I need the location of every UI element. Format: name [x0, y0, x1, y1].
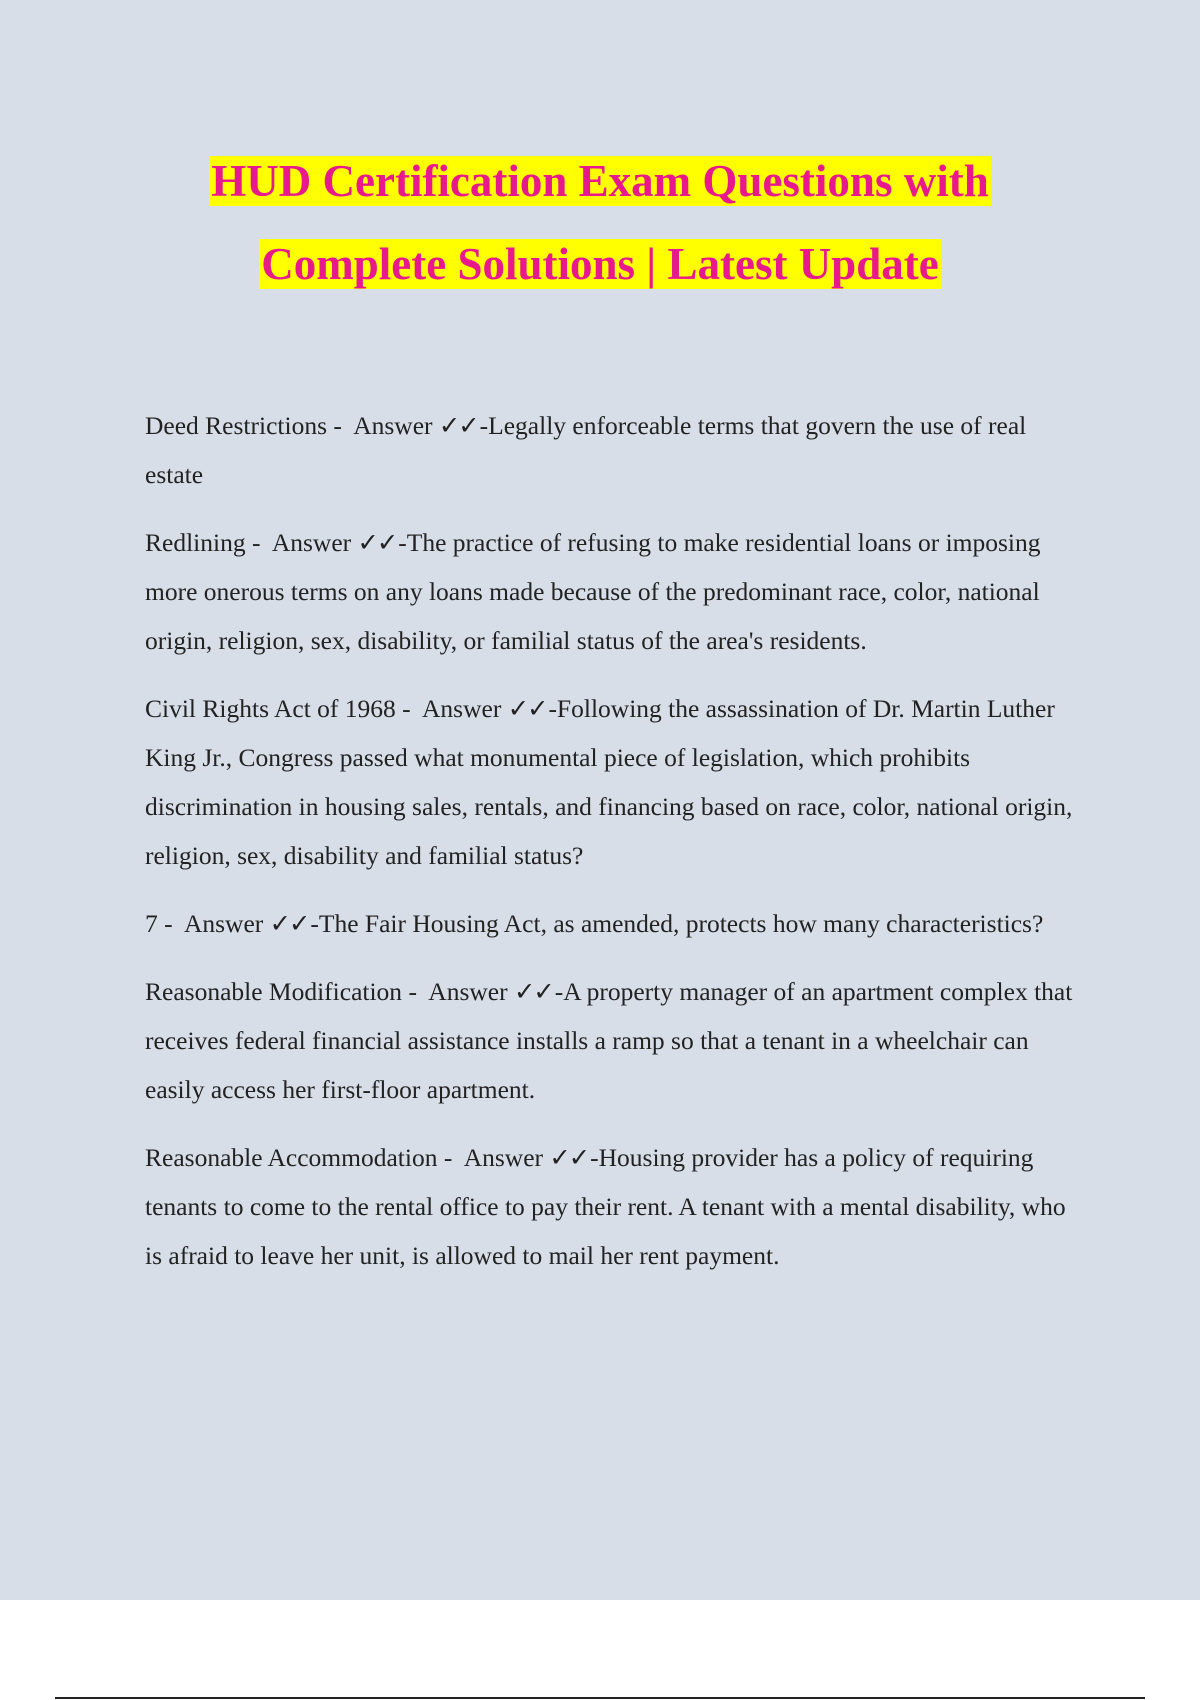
qa-term: Deed Restrictions -: [145, 411, 353, 440]
answer-label: Answer: [353, 411, 433, 440]
qa-answer: -A property manager of an apartment complex that receives federal financial assistance installs a ramp so that a tenant in a wheelchair can easily access her first-floor apartment.: [145, 977, 1073, 1104]
qa-item: [145, 1133, 1085, 1280]
double-check-icon: ✓✓: [357, 528, 397, 557]
qa-item: [145, 518, 1085, 665]
qa-item: [145, 967, 1085, 1114]
answer-label: Answer: [463, 1143, 544, 1172]
qa-answer: -The Fair Housing Act, as amended, protects how many characteristics?: [310, 909, 1044, 938]
title-line-1: [0, 140, 1200, 223]
double-check-icon: ✓✓: [507, 694, 547, 723]
document-title: [0, 140, 1200, 306]
double-check-icon: ✓✓: [438, 411, 478, 440]
answer-label: Answer: [183, 909, 264, 938]
answer-label: Answer: [271, 528, 352, 557]
qa-answer: -Legally enforceable terms that govern the use of real estate: [145, 411, 1027, 489]
qa-item: [145, 684, 1085, 880]
answer-label: Answer: [422, 694, 502, 723]
qa-item: [145, 401, 1085, 499]
double-check-icon: ✓✓: [513, 977, 553, 1006]
title-line-2: [0, 223, 1200, 306]
qa-item: [145, 899, 1085, 948]
qa-answer: -Following the assassination of Dr. Martin Luther King Jr., Congress passed what monumental piece of legislation, which prohibits discrimination in housing sales, rentals, and financing based on race, color, national origin, religion, sex, disability and familial status?: [145, 694, 1073, 870]
double-check-icon: ✓✓: [269, 909, 309, 938]
double-check-icon: ✓✓: [549, 1143, 589, 1172]
qa-term: Redlining -: [145, 528, 272, 557]
qa-answer: -Housing provider has a policy of requiring tenants to come to the rental office to pay their rent. A tenant with a mental disability, who is afraid to leave her unit, is allowed to mail her rent payment.: [145, 1143, 1066, 1270]
qa-term: Civil Rights Act of 1968 -: [145, 694, 422, 723]
qa-term: Reasonable Accommodation -: [145, 1143, 464, 1172]
qa-term: Reasonable Modification -: [145, 977, 428, 1006]
qa-term: 7 -: [145, 909, 184, 938]
answer-label: Answer: [428, 977, 508, 1006]
qa-answer: -The practice of refusing to make residential loans or imposing more onerous terms on any loans made because of the predominant race, color, national origin, religion, sex, disability, or familial status of the area's residents.: [145, 528, 1041, 655]
title-line-2-text: Complete Solutions | Latest Update: [261, 239, 939, 289]
title-line-1-text: HUD Certification Exam Questions with: [211, 156, 989, 206]
footer-divider: [55, 1697, 1145, 1699]
qa-list: [145, 401, 1085, 1299]
